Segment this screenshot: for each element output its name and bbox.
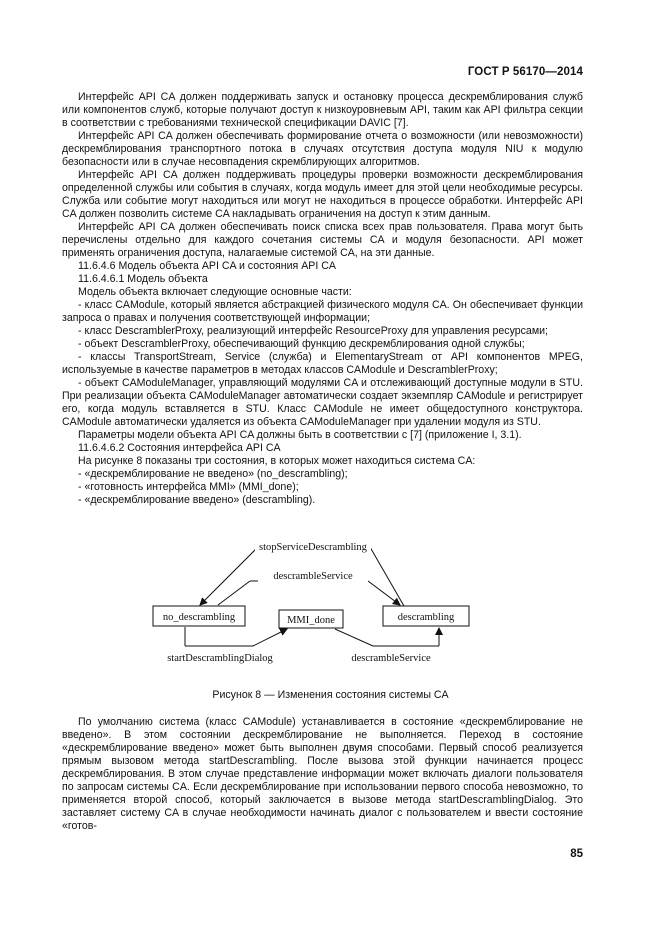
state-label-mmi-done: MMI_done (287, 615, 335, 626)
body-text-bottom (62, 716, 583, 833)
transition-arrow-descramble-top (368, 581, 400, 605)
list-item: - «дескремблирование не введено» (no_descrambling); (78, 468, 348, 480)
paragraph: Параметры модели объекта API CA должны быть в соответствии с [7] (приложение I, 3.1). (78, 429, 522, 441)
list-item: - класс CAModule, который является абстракцией физического модуля CA. Он обеспечивает функции запроса о правах и получения соответствующей информации; (62, 299, 583, 324)
transition-label-descramble-top: descrambleService (273, 571, 353, 582)
state-label-no-descrambling: no_descrambling (162, 612, 236, 623)
figure-caption: Рисунок 8 — Изменения состояния системы CA (212, 689, 449, 701)
body-text-top (62, 91, 583, 507)
paragraph: По умолчанию система (класс CAModule) устанавливается в состояние «дескремблирование не введено». В этом состоянии дескремблирование не выполняется. Переход в состояние «дескремблирование введено» может быть выполнен двумя способами. Первый способ реализуется прямым вызовом метода startDescrambling. После вызова этой функции начинается процесс дескремблирования. В этом случае представление информации может включать диалоги пользователя по запросам системы CA. Если дескремблирование при использовании первого способа невозможно, то применяется второй способ, который заключается в вызове метода startDescramblingDialog. Это заставляет систему CA в случае необходимости начинать диалог с пользователем и ввести состояние «готов- (62, 716, 583, 832)
paragraph: Интерфейс API CA должен обеспечивать формирование отчета о возможности (или невозможности) дескремблирования транспортного потока в случаях отсутствия доступа модуля NIU к модулю безопасности или в случае несовпадения скремблирующих алгоритмов. (62, 130, 583, 168)
transition-label-start-dialog: startDescramblingDialog (167, 653, 273, 664)
list-item: - объект DescramblerProxy, обеспечивающий функцию дескремблирования одной службы; (78, 338, 525, 350)
state-label-descrambling: descrambling (397, 612, 455, 623)
page-number: 85 (570, 848, 583, 860)
transition-arrow-descramble-bottom (335, 629, 373, 646)
list-item: - «готовность интерфейса MMI» (MMI_done); (78, 481, 299, 493)
paragraph: На рисунке 8 показаны три состояния, в которых может находиться система CA: (78, 455, 476, 467)
paragraph: Интерфейс API CA должен поддерживать запуск и остановку процесса дескремблирования служб или компонентов служб, которые получают доступ к низкоуровневым API, таким как API фильтра секции в соответствии с требованиями технической спецификации DAVIC [7]. (62, 91, 583, 129)
transition-label-stop: stopServiceDescrambling (259, 542, 367, 553)
list-item: - классы TransportStream, Service (служба) и ElementaryStream от API компонентов MPEG, используемые в качестве параметров в методах классов CAModule и DescramblerProxy; (62, 351, 583, 376)
section-heading: 11.6.4.6 Модель объекта API CA и состояния API CA (78, 260, 336, 272)
paragraph: Интерфейс API CA должен обеспечивать поиск списка всех прав пользователя. Права могут быть перечислены отдельно для каждого сочетания системы CA и модуля безопасности. API может применять ограничения доступа, налагаемые системой CA, на эти данные. (62, 221, 583, 259)
transition-label-descramble-bottom: descrambleService (351, 653, 431, 664)
list-item: - класс DescramblerProxy, реализующий интерфейс ResourceProxy для управления ресурсами; (78, 325, 548, 337)
document-header: ГОСТ Р 56170—2014 (467, 66, 583, 78)
section-heading: 11.6.4.6.2 Состояния интерфейса API CA (78, 442, 281, 454)
section-heading: 11.6.4.6.1 Модель объекта (78, 273, 208, 285)
transition-arrow-start-dialog (253, 629, 287, 646)
list-item: - «дескремблирование введено» (descrambling). (78, 494, 316, 506)
state-diagram (145, 528, 480, 673)
paragraph: Модель объекта включает следующие основные части: (78, 286, 352, 298)
paragraph: Интерфейс API CA должен поддерживать процедуры проверки возможности дескремблирования определенной службы или события в случаях, когда модуль имеет для этой цели необходимые ресурсы. Служба или событие могут находиться или могут не находиться в процессе обработки. Интерфейс API CA должен позволить системе CA накладывать ограничения на доступ к этим данным. (62, 169, 583, 220)
transition-arrow-stop (370, 547, 404, 606)
transition-arrow-descramble-top (218, 581, 250, 605)
list-item: - объект CAModuleManager, управляющий модулями CA и отслеживающий доступные модули в STU. При реализации объекта CAModuleManager автоматически создает экземпляр CAModule и регистрирует его, когда модуль вставляется в STU. Класс CAModule не имеет общедоступного конструктора. CAModule автоматически удаляется из объекта CAModuleManager при удалении модуля из STU. (62, 377, 583, 428)
